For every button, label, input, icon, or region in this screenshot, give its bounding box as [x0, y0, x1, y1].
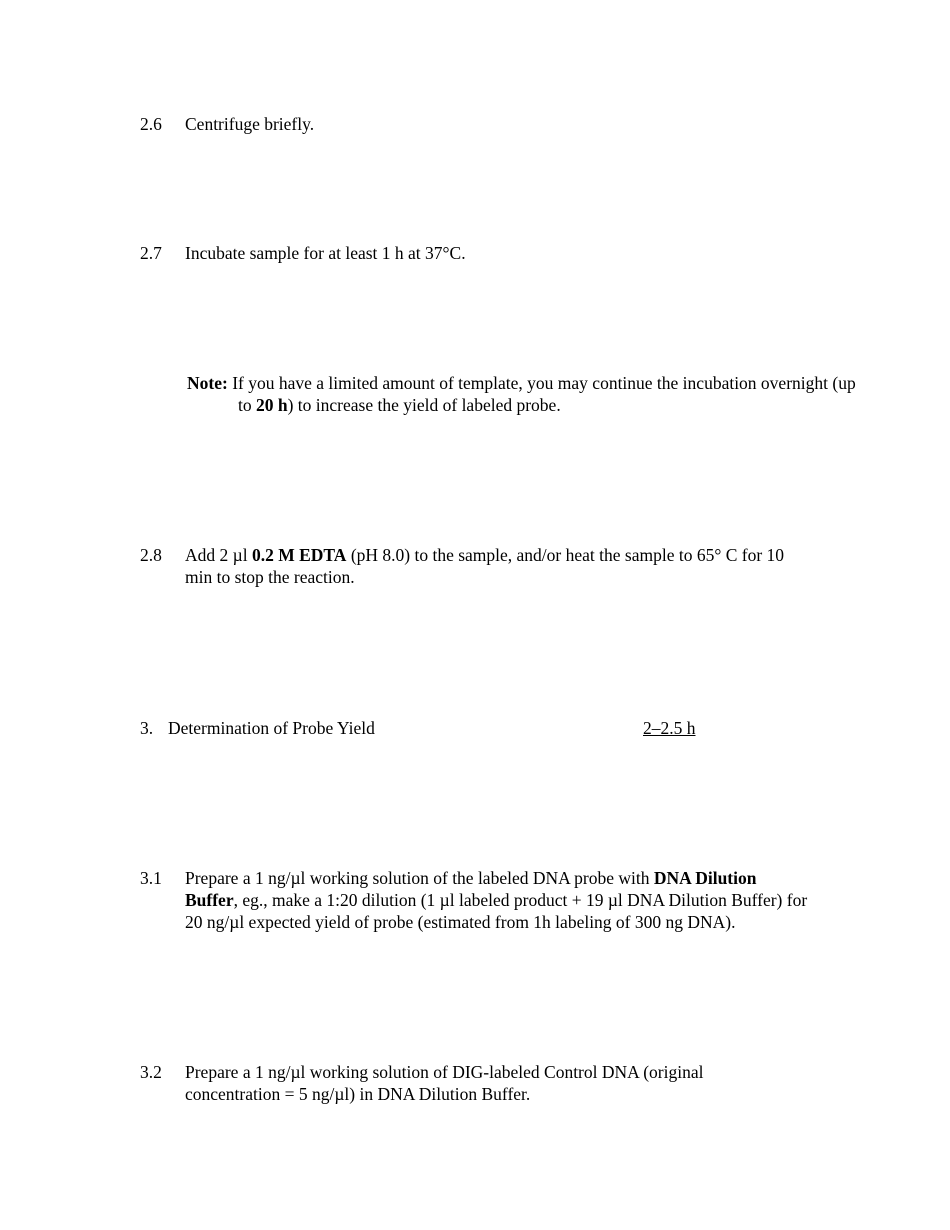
step-text-a: Prepare a 1 ng/µl working solution of the labeled DNA probe with — [185, 868, 654, 888]
note-block — [187, 372, 858, 416]
step-text — [185, 544, 810, 588]
step-number: 3.1 — [140, 868, 162, 888]
step-2-7 — [140, 242, 810, 264]
step-number: 2.6 — [140, 114, 162, 134]
step-text-b: , eg., make a 1:20 dilution (1 µl labeled product + 19 µl DNA Dilution Buffer) for 20 ng/µl expected yield of probe (estimated from 1h labeling of 300 ng DNA). — [185, 890, 808, 932]
step-text: Incubate sample for at least 1 h at 37°C. — [185, 243, 466, 263]
note-label: Note: — [187, 373, 228, 393]
step-text-b: (pH 8.0) to the sample, and/or heat the sample to 65° C for 10 min to stop the reaction. — [185, 545, 785, 587]
step-3-2 — [140, 1061, 760, 1105]
step-text: Prepare a 1 ng/µl working solution of DIG-labeled Control DNA (original concentration = 5 ng/µl) in DNA Dilution Buffer. — [185, 1062, 704, 1104]
step-2-6 — [140, 113, 810, 135]
section-3-heading — [140, 717, 740, 739]
step-text-a: Add 2 µl — [185, 545, 252, 565]
section-number: 3. — [140, 718, 154, 738]
note-text-b: ) to increase the yield of labeled probe. — [287, 395, 561, 415]
step-number: 2.7 — [140, 243, 162, 263]
step-number: 3.2 — [140, 1062, 162, 1082]
step-bold: 0.2 M EDTA — [251, 545, 347, 565]
step-text: Centrifuge briefly. — [185, 114, 315, 134]
section-title: Determination of Probe Yield — [168, 718, 375, 738]
note-bold: 20 h — [256, 395, 288, 415]
step-bold: DNA Dilution Buffer — [185, 868, 757, 910]
note-text-a: If you have a limited amount of template, you may continue the incubation overnight (up to — [227, 373, 856, 415]
step-number: 2.8 — [140, 545, 162, 565]
step-3-1 — [140, 867, 810, 933]
step-text — [185, 867, 810, 933]
section-duration: 2–2.5 h — [643, 718, 696, 738]
step-2-8 — [140, 544, 810, 588]
